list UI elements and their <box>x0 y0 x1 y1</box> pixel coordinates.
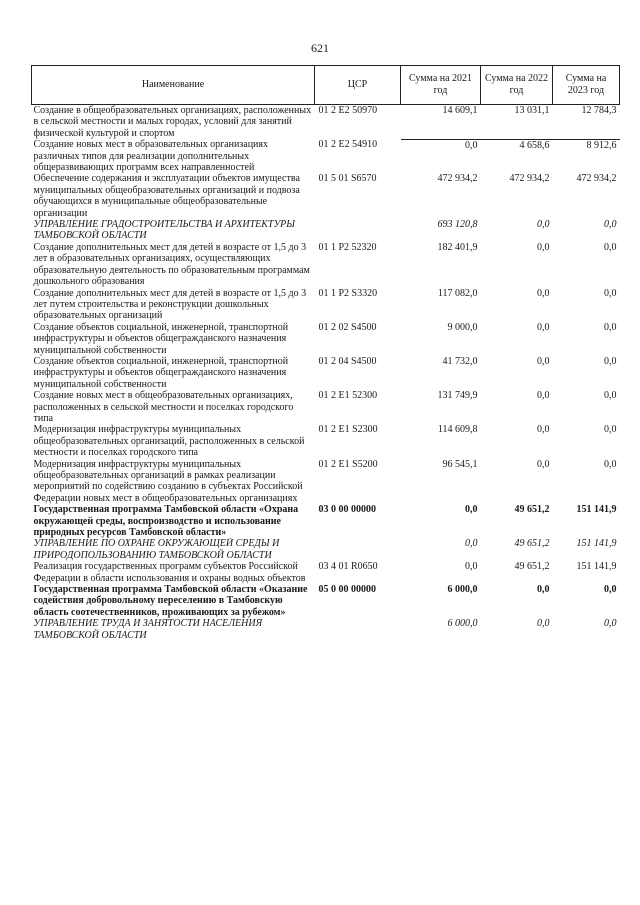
row-sum-2022-cell: 4 658,6 <box>519 139 550 151</box>
row-name-cell: Обеспечение содержания и эксплуатации объектов имущества муниципальных общеобразовательных организаций и подвоза обучающихся в муниципальные общеобразовательные организации <box>33 173 300 219</box>
row-csr-cell <box>315 618 401 641</box>
row-sum-2021-cell: 41 732,0 <box>442 355 478 367</box>
row-sum-2021-cell: 131 749,9 <box>437 390 478 402</box>
row-sum-2021-cell: 6 000,0 <box>447 584 478 596</box>
row-name-cell: УПРАВЛЕНИЕ ГРАДОСТРОИТЕЛЬСТВА И АРХИТЕКТУРЫ ТАМБОВСКОЙ ОБЛАСТИ <box>33 219 296 242</box>
row-csr-cell: 01 2 E1 52300 <box>318 390 378 402</box>
header-name: Наименование <box>32 66 315 105</box>
row-name-cell: Государственная программа Тамбовской области «Охрана окружающей среды, воспроизводство и использование природных ресурсов Тамбовской области» <box>33 504 299 539</box>
row-name-cell: Создание объектов социальной, инженерной, транспортной инфраструктуры и объектов общегражданского назначения муниципальной собственности <box>33 355 289 390</box>
row-sum-2023-cell: 0,0 <box>604 584 617 596</box>
row-name-cell: Создание новых мест в образовательных организациях различных типов для реализации дополнительных общеразвивающих программ всех направленностей <box>33 139 268 174</box>
row-sum-2021-cell: 0,0 <box>465 561 478 573</box>
row-sum-2023-cell: 0,0 <box>604 390 617 402</box>
row-csr-cell <box>315 538 401 561</box>
row-sum-2021-cell: 114 609,8 <box>437 424 478 436</box>
row-csr-cell: 01 2 E1 S2300 <box>318 424 378 436</box>
row-sum-2021-cell: 96 545,1 <box>442 458 478 470</box>
header-csr: ЦСР <box>315 66 401 105</box>
table-body <box>32 105 620 642</box>
row-sum-2023-cell: 0,0 <box>604 458 617 470</box>
row-sum-2021-cell: 9 000,0 <box>447 321 478 333</box>
row-sum-2022-cell: 0,0 <box>537 321 550 333</box>
row-name-cell: Создание объектов социальной, инженерной, транспортной инфраструктуры и объектов общегражданского назначения муниципальной собственности <box>33 321 289 356</box>
row-sum-2021-cell: 182 401,9 <box>437 241 478 253</box>
row-sum-2023-cell: 0,0 <box>604 241 617 253</box>
row-csr-cell: 01 1 P2 52320 <box>318 241 377 253</box>
table-row <box>32 504 620 538</box>
table-row <box>32 322 620 356</box>
row-sum-2023-cell: 0,0 <box>604 355 617 367</box>
row-sum-2023-cell: 0,0 <box>604 321 617 333</box>
row-sum-2023-cell: 151 141,9 <box>576 504 617 516</box>
row-csr-cell: 01 2 04 S4500 <box>318 355 377 367</box>
row-sum-2022-cell: 0,0 <box>537 424 550 436</box>
row-csr-cell: 01 2 02 S4500 <box>318 321 377 333</box>
row-name-cell: УПРАВЛЕНИЕ ТРУДА И ЗАНЯТОСТИ НАСЕЛЕНИЯ ТАМБОВСКОЙ ОБЛАСТИ <box>33 618 263 641</box>
table-row <box>32 390 620 424</box>
row-name-cell: Создание дополнительных мест для детей в возрасте от 1,5 до 3 лет путем строительства и реконструкции дошкольных образовательных организаций <box>33 287 307 322</box>
row-csr-cell: 01 5 01 S6570 <box>318 173 377 185</box>
table-row <box>32 356 620 390</box>
row-sum-2022-cell: 0,0 <box>537 618 550 630</box>
row-sum-2023-cell: 0,0 <box>604 424 617 436</box>
row-sum-2021-cell: 6 000,0 <box>447 618 478 630</box>
row-csr-cell: 01 2 E2 50970 <box>318 105 378 116</box>
row-name-cell: Создание дополнительных мест для детей в возрасте от 1,5 до 3 лет в образовательных организациях, осуществляющих образовательную деятельность по образовательным программам дошкольного образования <box>33 241 310 288</box>
row-sum-2023-cell: 151 141,9 <box>576 538 617 550</box>
row-name-cell: Модернизация инфраструктуры муниципальных общеобразовательных организаций, расположенных в сельской местности и поселках городского типа <box>33 424 305 459</box>
table-row <box>32 288 620 322</box>
table-row <box>32 584 620 618</box>
row-csr-cell: 03 4 01 R0650 <box>318 561 378 573</box>
table-row <box>32 424 620 458</box>
row-sum-2022-cell: 13 031,1 <box>481 105 553 140</box>
table-row <box>32 105 620 140</box>
table-row <box>32 561 620 584</box>
row-name-cell: Создание в общеобразовательных организациях, расположенных в сельской местности и малых городах, условий для занятий физической культурой и спортом <box>33 105 312 139</box>
row-csr-cell: 01 2 E2 54910 <box>318 139 378 151</box>
row-sum-2021-cell: 0,0 <box>465 139 478 151</box>
row-sum-2023-cell: 151 141,9 <box>576 561 617 573</box>
row-csr-cell: 01 2 E1 S5200 <box>318 458 378 470</box>
row-sum-2022-cell: 0,0 <box>537 458 550 470</box>
row-sum-2023-cell: 0,0 <box>604 287 617 299</box>
row-name-cell: Реализация государственных программ субъектов Российской Федерации в области использования и охраны водных объектов <box>33 561 306 584</box>
row-sum-2021-cell: 0,0 <box>465 504 478 516</box>
row-sum-2022-cell: 0,0 <box>537 241 550 253</box>
row-name-cell: Государственная программа Тамбовской области «Оказание содействия добровольному переселению в Тамбовскую область соотечественников, проживающих за рубежом» <box>33 584 308 618</box>
row-sum-2022-cell: 0,0 <box>537 390 550 402</box>
row-sum-2021-cell: 117 082,0 <box>437 287 478 299</box>
row-csr-cell: 01 1 P2 S3320 <box>318 287 378 299</box>
row-sum-2023-cell: 472 934,2 <box>576 173 617 185</box>
table-row <box>32 219 620 242</box>
row-sum-2023-cell: 8 912,6 <box>586 139 617 151</box>
row-sum-2022-cell: 472 934,2 <box>509 173 550 185</box>
table-row <box>32 173 620 219</box>
row-sum-2022-cell: 49 651,2 <box>514 538 550 550</box>
row-csr-cell <box>315 219 401 242</box>
table-row <box>32 459 620 505</box>
row-sum-2023-cell: 12 784,3 <box>553 105 620 140</box>
row-sum-2022-cell: 0,0 <box>537 355 550 367</box>
row-name-cell: Модернизация инфраструктуры муниципальных общеобразовательных организаций в рамках реализации мероприятий по содействию созданию в субъектах Российской Федерации новых мест в общеобразовательных организациях <box>33 458 303 504</box>
row-sum-2021-cell: 0,0 <box>465 538 478 550</box>
row-sum-2021-cell: 693 120,8 <box>437 219 478 231</box>
row-sum-2022-cell: 0,0 <box>537 584 550 596</box>
table-row <box>32 139 620 173</box>
row-sum-2021-cell: 14 609,1 <box>401 105 481 140</box>
header-sum-2022: Сумма на 2022 год <box>481 66 553 105</box>
row-sum-2022-cell: 49 651,2 <box>514 561 550 573</box>
row-name-cell: Создание новых мест в общеобразовательных организациях, расположенных в сельской местности и поселках городского типа <box>33 390 294 424</box>
row-sum-2022-cell: 0,0 <box>537 287 550 299</box>
budget-table <box>31 65 620 641</box>
row-name-cell: УПРАВЛЕНИЕ ПО ОХРАНЕ ОКРУЖАЮЩЕЙ СРЕДЫ И ПРИРОДОПОЛЬЗОВАНИЮ ТАМБОВСКОЙ ОБЛАСТИ <box>33 538 280 561</box>
header-sum-2023: Сумма на 2023 год <box>553 66 620 105</box>
table-row <box>32 242 620 288</box>
table-header <box>32 66 620 105</box>
page-number: 621 <box>311 41 329 55</box>
row-csr-cell: 03 0 00 00000 <box>318 504 376 516</box>
header-sum-2021: Сумма на 2021 год <box>401 66 481 105</box>
row-sum-2022-cell: 49 651,2 <box>514 504 550 516</box>
row-csr-cell: 05 0 00 00000 <box>318 584 376 596</box>
table-row <box>32 538 620 561</box>
row-sum-2022-cell: 0,0 <box>537 219 550 231</box>
row-sum-2023-cell: 0,0 <box>604 618 617 630</box>
row-sum-2023-cell: 0,0 <box>604 219 617 231</box>
row-sum-2021-cell: 472 934,2 <box>437 173 478 185</box>
table-row <box>32 618 620 641</box>
